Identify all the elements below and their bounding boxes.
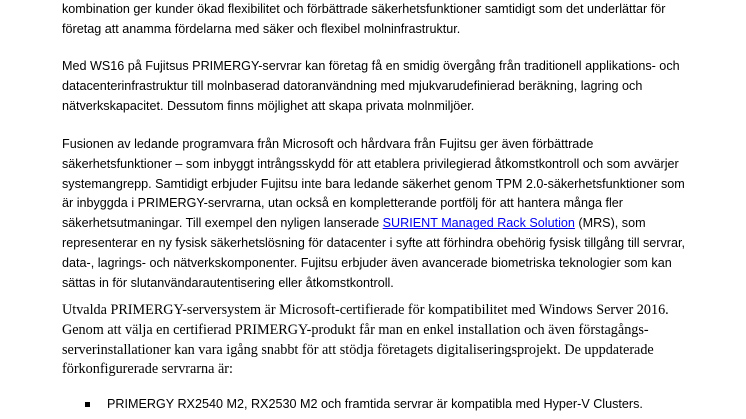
paragraph-security: [62, 135, 702, 293]
text-line: Utvalda PRIMERGY-serversystem är Microsoft-certifierade för kompatibilitet med Windows Server 2016.: [62, 302, 669, 318]
text-line: nätverkskapacitet. Dessutom finns möjlighet att skapa privata molnmiljöer.: [62, 98, 475, 113]
list-item-text: PRIMERGY RX2540 M2, RX2530 M2 och framtida servrar är kompatibla med Hyper-V Clusters.: [107, 397, 643, 411]
surient-rack-solution-link[interactable]: SURIENT Managed Rack Solution: [382, 216, 575, 231]
text-line: sättas in för slutanvändarautentisering eller åtkomstkontroll.: [62, 275, 394, 290]
text-line: representerar en ny fysisk säkerhetslösning för datacenter i syfte att förhindra obehörig fysisk tillgång till servrar,: [62, 235, 685, 250]
text-line: företag att anamma fördelarna med säker och flexibel molninfrastruktur.: [62, 21, 461, 36]
text-line: kombination ger kunder ökad flexibilitet och förbättrade säkerhetsfunktioner samtidigt som det underlättar för: [62, 2, 666, 16]
text-line: data-, lagrings- och nätverkskomponenter. Fujitsu erbjuder även avancerade biometriska teknologier som kan: [62, 255, 672, 270]
text-line: Genom att välja en certifierad PRIMERGY-produkt får man en enkel installation och även förstagångs-: [62, 321, 649, 338]
bullet-icon: [85, 402, 90, 407]
text-line: är inbyggda i PRIMERGY-servrarna, utan också en kompletterande portfölj för att hantera många fler: [62, 196, 623, 211]
text-line: serverinstallationer kan vara igång snabbt för att stödja företagets digitaliseringsprojekt. De uppdaterade: [62, 341, 654, 358]
paragraph-intro-continuation: [62, 0, 702, 40]
text-line-with-link: [62, 214, 702, 234]
text-line: systemangrepp. Samtidigt erbjuder Fujitsu inte bara ledande säkerhet genom TPM 2.0-säkerhetsfunktioner som: [62, 176, 685, 191]
text-line: Fusionen av ledande programvara från Microsoft och hårdvara från Fujitsu ger även förbättrade: [62, 137, 594, 151]
text-line: datacenterinfrastruktur till molnbaserad datoranvändning med mjukvarudefinierad beräkning, lagring och: [62, 78, 643, 93]
text-line: säkerhetsfunktioner – som inbyggt intrångsskydd för att etablera privilegierad åtkomstkontroll och som avvärjer: [62, 156, 679, 171]
text-segment: (MRS), som: [574, 216, 646, 231]
text-line: förkonfigurerade servrarna är:: [62, 361, 233, 378]
text-segment: säkerhetsutmaningar. Till exempel den nyligen lanserade: [62, 216, 383, 231]
paragraph-certified-servers: [62, 301, 702, 380]
text-line: Med WS16 på Fujitsus PRIMERGY-servrar kan företag få en smidig övergång från traditionell applikations- och: [62, 59, 680, 73]
paragraph-ws16: [62, 57, 702, 116]
